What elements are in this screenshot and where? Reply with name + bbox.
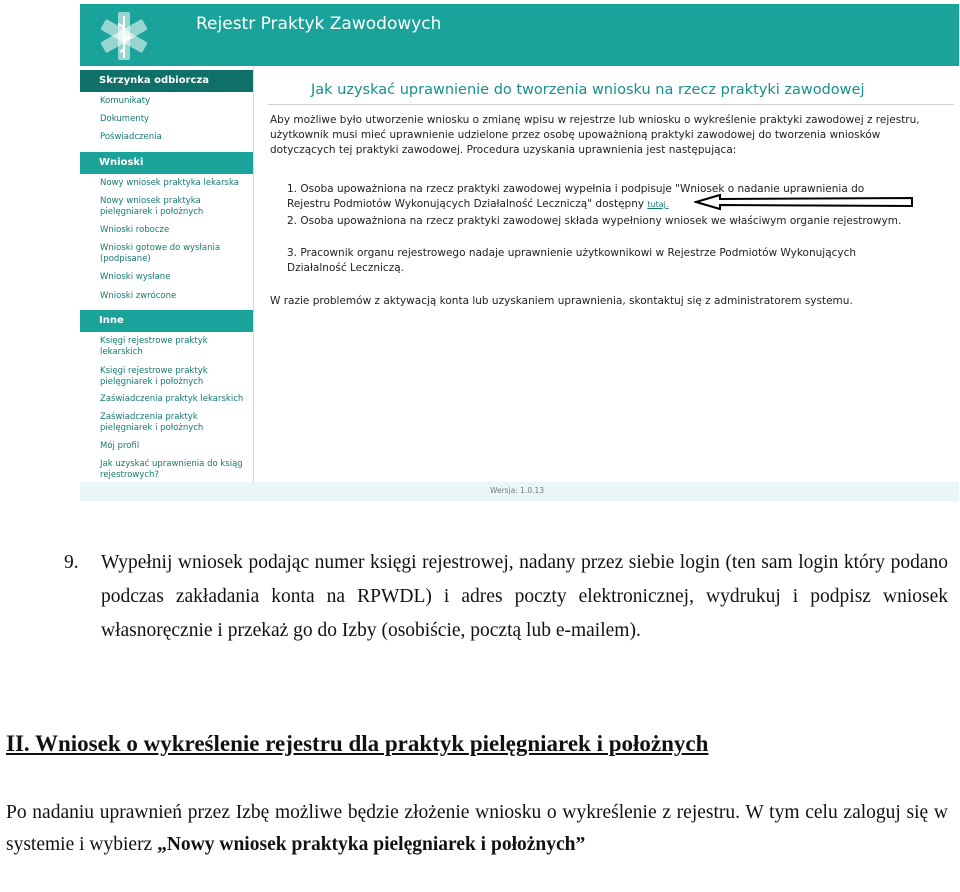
sidebar-section-inne: Inne: [80, 310, 253, 332]
sidebar-item-nursing-certificates[interactable]: Zaświadczenia praktyk pielęgniarek i położnych: [100, 412, 204, 433]
item-9-text: Wypełnij wniosek podając numer księgi rejestrowej, nadany przez siebie login (ten sam login który podano podczas zakładania konta na RPWDL) i adres poczty elektronicznej, wydrukuj i podpisz wniosek własnoręcznie i przekaż go do Izby (osobiście, pocztą lub e-mailem).: [101, 552, 948, 641]
sidebar-item-poswiadczenia[interactable]: Poświadczenia: [100, 132, 162, 142]
app-header: [80, 4, 959, 66]
sidebar: [80, 66, 254, 482]
version-label: Wersja: 1.0.13: [490, 486, 545, 495]
app-title: Rejestr Praktyk Zawodowych: [196, 14, 442, 34]
step-1-text: 1. Osoba upoważniona na rzecz praktyki zawodowej wypełnia i podpisuje "Wniosek o nadanie uprawnienia do Rejestru Podmiotów Wykonujących Działalność Leczniczą" dostępny: [287, 183, 865, 210]
section-heading: II. Wniosek o wykreślenie rejestru dla praktyk pielęgniarek i położnych: [6, 731, 709, 756]
sidebar-item-medical-registers[interactable]: Księgi rejestrowe praktyk lekarskich: [100, 336, 208, 357]
sidebar-item-ready-to-send[interactable]: Wnioski gotowe do wysłania (podpisane): [100, 243, 221, 264]
sidebar-section-wnioski: Wnioski: [80, 152, 253, 174]
contact-note: W razie problemów z aktywacją konta lub uzyskaniem uprawnienia, skontaktuj się z administratorem systemu.: [270, 295, 853, 307]
sidebar-item-sent[interactable]: Wnioski wysłane: [100, 272, 171, 282]
left-arrow-icon: [694, 192, 914, 212]
sidebar-item-new-medical-application[interactable]: Nowy wniosek praktyka lekarska: [100, 178, 239, 188]
sidebar-item-register-permissions[interactable]: Jak uzyskać uprawnienia do ksiąg rejestrowych?: [100, 459, 243, 480]
content-panel: [254, 66, 959, 482]
step-3: 3. Pracownik organu rejestrowego nadaje uprawnienie użytkownikowi w Rejestrze Podmiotów Wykonujących Działalność Leczniczą.: [287, 247, 857, 274]
app-screenshot: [80, 4, 959, 501]
sidebar-item-new-nursing-application[interactable]: Nowy wniosek praktyka pielęgniarek i położnych: [100, 196, 204, 217]
sidebar-item-komunikaty[interactable]: Komunikaty: [100, 96, 151, 106]
sidebar-item-returned[interactable]: Wnioski zwrócone: [100, 291, 177, 301]
app-footer: [80, 482, 959, 501]
paragraph-bold-menu-name: „Nowy wniosek praktyka pielęgniarek i położnych”: [157, 834, 586, 855]
item-number: 9.: [64, 552, 79, 573]
sidebar-item-nursing-registers[interactable]: Księgi rejestrowe praktyk pielęgniarek i położnych: [100, 366, 208, 387]
sidebar-item-medical-certificates[interactable]: Zaświadczenia praktyk lekarskich: [100, 394, 244, 404]
sidebar-item-dokumenty[interactable]: Dokumenty: [100, 114, 150, 124]
sidebar-item-my-profile[interactable]: Mój profil: [100, 441, 140, 451]
download-link[interactable]: tutaj.: [647, 200, 669, 209]
intro-text: Aby możliwe było utworzenie wniosku o zmianę wpisu w rejestrze lub wniosku o wykreślenie praktyki zawodowej z rejestru, użytkownik musi mieć uprawnienie udzielone przez osobę upoważnioną praktyki zawodowej do tworzenia wniosków dotyczących tej praktyki zawodowej. Procedura uzyskania uprawnienia jest następująca:: [270, 114, 920, 156]
medical-caduceus-star-icon: [88, 8, 160, 64]
content-title: Jak uzyskać uprawnienie do tworzenia wniosku na rzecz praktyki zawodowej: [311, 82, 865, 98]
step-2: 2. Osoba upoważniona na rzecz praktyki zawodowej składa wypełniony wniosek we właściwym organie rejestrowym.: [287, 215, 902, 227]
section-paragraph: [6, 797, 948, 861]
sidebar-item-drafts[interactable]: Wnioski robocze: [100, 225, 170, 235]
paragraph-text: Po nadaniu uprawnień przez Izbę możliwe będzie złożenie wniosku o wykreślenie z rejestru. W tym celu zaloguj się w systemie i wybierz: [6, 802, 948, 855]
divider: [268, 104, 954, 105]
sidebar-section-inbox: Skrzynka odbiorcza: [80, 70, 253, 92]
